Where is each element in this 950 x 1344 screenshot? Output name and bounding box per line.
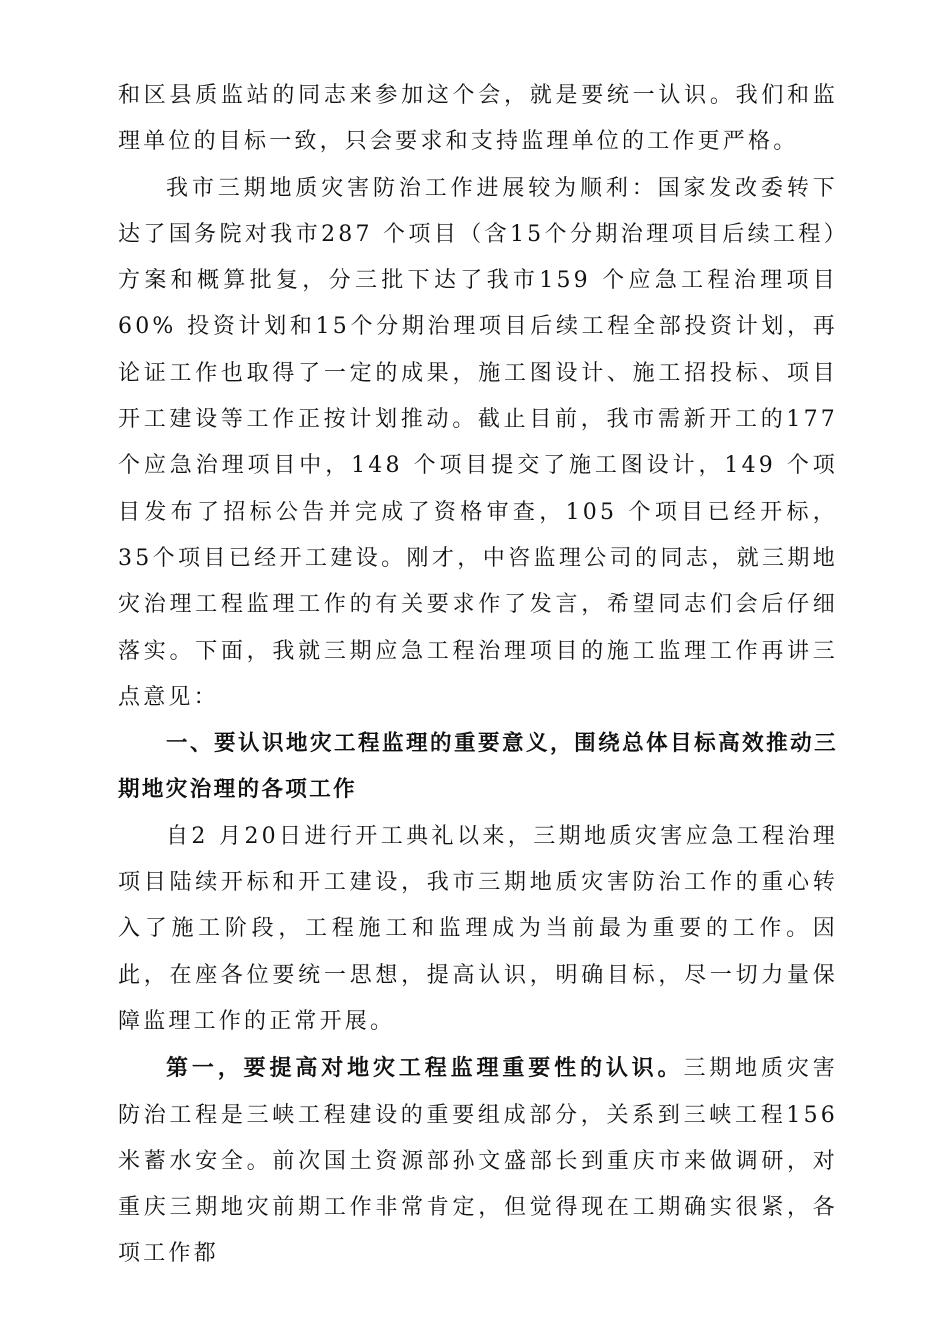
paragraph-3: 自2 月20日进行开工典礼以来，三期地质灾害应急工程治理项目陆续开标和开工建设，我市三期地质灾害防治工作的重心转入了施工阶段，工程施工和监理成为当前最为重要的工作。因此，在座各位要统一思想，提高认识，明确目标，尽一切力量保障监理工作的正常开展。 xyxy=(118,823,838,1034)
paragraph-4-body: 三期地质灾害防治工程是三峡工程建设的重要组成部分，关系到三峡工程156 米蓄水安全。前次国土资源部孙文盛部长到重庆市来做调研，对重庆三期地灾前期工作非常肯定，但觉得现在工期确实很紧，各项工作都 xyxy=(118,1056,838,1267)
paragraph-4-lead: 第一，要提高对地灾工程监理重要性的认识。 xyxy=(166,1055,684,1082)
section-heading-1: 一、要认识地灾工程监理的重要意义，围绕总体目标高效推动三期地灾治理的各项工作 xyxy=(118,731,838,803)
paragraph-4 xyxy=(118,1045,838,1277)
paragraph-2: 我市三期地质灾害防治工作进展较为顺利：国家发改委转下达了国务院对我市287 个项目（含15个分期治理项目后续工程）方案和概算批复，分三批下达了我市159 个应急工程治理项目60% 投资计划和15个分期治理项目后续工程全部投资计划，再论证工作也取得了一定的成果，施工图设计、施工招投标、项目开工建设等工作正按计划推动。截止目前，我市需新开工的177 个应急治理项目中，148 个项目提交了施工图设计，149 个项目发布了招标公告并完成了资格审查，105 个项目已经开标，35个项目已经开工建设。刚才，中咨监理公司的同志，就三期地灾治理工程监理工作的有关要求作了发言，希望同志们会后仔细落实。下面，我就三期应急工程治理项目的施工监理工作再讲三点意见： xyxy=(118,175,838,710)
paragraph-1: 和区县质监站的同志来参加这个会，就是要统一认识。我们和监理单位的目标一致，只会要求和支持监理单位的工作更严格。 xyxy=(118,83,838,155)
document-body xyxy=(118,73,838,1278)
